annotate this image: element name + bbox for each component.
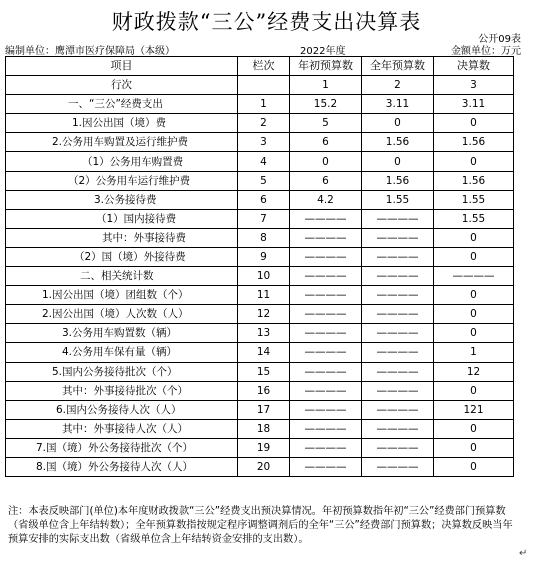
row-annual-budget: ————	[362, 247, 434, 266]
row-final-amount: 0	[434, 114, 514, 133]
row-initial-budget: 0	[290, 152, 362, 171]
table-row	[6, 457, 514, 476]
table-row	[6, 343, 514, 362]
row-initial-budget: ————	[290, 438, 362, 457]
org-name: 鹰潭市医疗保障局（本级）	[55, 46, 175, 57]
row-final-amount: 0	[434, 247, 514, 266]
row-item: 7.国（境）外公务接待批次（个）	[6, 438, 238, 457]
row-annual-budget: ————	[362, 267, 434, 286]
paragraph-mark: ↵	[519, 548, 528, 559]
row-initial-budget: ————	[290, 324, 362, 343]
table-row	[6, 133, 514, 152]
row-initial-budget: ————	[290, 247, 362, 266]
row-annual-budget: ————	[362, 209, 434, 228]
row-final-amount: 0	[434, 152, 514, 171]
column-header: 栏次	[238, 57, 290, 76]
row-line: 18	[238, 419, 290, 438]
table-title: 财政拨款“三公”经费支出决算表	[111, 10, 422, 34]
row-line: 16	[238, 381, 290, 400]
row-final-amount: ————	[434, 267, 514, 286]
row-final-amount: 0	[434, 286, 514, 305]
table-row	[6, 381, 514, 400]
line-cell: 3	[434, 76, 514, 95]
row-line: 12	[238, 305, 290, 324]
row-item: 1.因公出国（境）费	[6, 114, 238, 133]
row-initial-budget: 5	[290, 114, 362, 133]
row-initial-budget: 6	[290, 171, 362, 190]
line-label: 行次	[6, 76, 238, 95]
row-line: 13	[238, 324, 290, 343]
row-initial-budget: ————	[290, 286, 362, 305]
row-item: 1.因公出国（境）团组数（个）	[6, 286, 238, 305]
row-line: 6	[238, 190, 290, 209]
table-row	[6, 419, 514, 438]
row-item: 5.国内公务接待批次（个）	[6, 362, 238, 381]
row-annual-budget: ————	[362, 400, 434, 419]
row-item: 其中：外事接待人次（人）	[6, 419, 238, 438]
table-row	[6, 362, 514, 381]
table-row	[6, 400, 514, 419]
row-final-amount: 121	[434, 400, 514, 419]
row-final-amount: 0	[434, 305, 514, 324]
row-line: 5	[238, 171, 290, 190]
row-initial-budget: ————	[290, 381, 362, 400]
row-final-amount: 1.56	[434, 171, 514, 190]
table-row	[6, 286, 514, 305]
row-annual-budget: 0	[362, 152, 434, 171]
row-item: 2.因公出国（境）人次数（人）	[6, 305, 238, 324]
row-annual-budget: ————	[362, 228, 434, 247]
row-final-amount: 1	[434, 343, 514, 362]
row-initial-budget: ————	[290, 209, 362, 228]
table-row	[6, 209, 514, 228]
row-item: 2.公务用车购置及运行维护费	[6, 133, 238, 152]
row-item: 6.国内公务接待人次（人）	[6, 400, 238, 419]
row-item: 3.公务用车购置数（辆）	[6, 324, 238, 343]
row-initial-budget: ————	[290, 400, 362, 419]
row-line: 3	[238, 133, 290, 152]
row-final-amount: 0	[434, 438, 514, 457]
expenditure-table	[5, 56, 514, 477]
organization	[5, 42, 175, 57]
line-cell: 2	[362, 76, 434, 95]
row-initial-budget: ————	[290, 228, 362, 247]
row-annual-budget: ————	[362, 381, 434, 400]
row-line: 9	[238, 247, 290, 266]
row-line: 17	[238, 400, 290, 419]
row-line: 8	[238, 228, 290, 247]
table-row	[6, 228, 514, 247]
row-line: 20	[238, 457, 290, 476]
row-annual-budget: 1.55	[362, 190, 434, 209]
row-initial-budget: ————	[290, 419, 362, 438]
row-annual-budget: ————	[362, 324, 434, 343]
row-item: 其中：外事接待批次（个）	[6, 381, 238, 400]
table-row	[6, 305, 514, 324]
column-header: 决算数	[434, 57, 514, 76]
table-row	[6, 267, 514, 286]
row-item: （1）公务用车购置费	[6, 152, 238, 171]
row-item: （2）国（境）外接待费	[6, 247, 238, 266]
row-line: 10	[238, 267, 290, 286]
row-final-amount: 1.56	[434, 133, 514, 152]
table-row	[6, 324, 514, 343]
row-final-amount: 3.11	[434, 95, 514, 114]
table-note: 注：本表反映部门(单位)本年度财政拨款“三公”经费支出预决算情况。年初预算数指年初“三公”经费部门预算数（省级单位含上年结转数）；全年预算数指按规定程序调整调剂后的全年“三公”经费部门预算数；决算数反映当年预算安排的实际支出数（省级单位含上年结转资金安排的支出数）。	[8, 506, 513, 545]
row-final-amount: 1.55	[434, 190, 514, 209]
row-line: 2	[238, 114, 290, 133]
table-row	[6, 171, 514, 190]
row-annual-budget: 0	[362, 114, 434, 133]
column-header: 项目	[6, 57, 238, 76]
row-line: 15	[238, 362, 290, 381]
line-cell	[238, 76, 290, 95]
row-annual-budget: ————	[362, 419, 434, 438]
fiscal-year: 2022年度	[300, 46, 346, 57]
row-line: 19	[238, 438, 290, 457]
row-final-amount: 0	[434, 457, 514, 476]
row-initial-budget: ————	[290, 362, 362, 381]
row-item: 二、相关统计数	[6, 267, 238, 286]
row-item: 一、“三公”经费支出	[6, 95, 238, 114]
row-final-amount: 0	[434, 419, 514, 438]
row-final-amount: 0	[434, 228, 514, 247]
row-annual-budget: ————	[362, 457, 434, 476]
line-number-row	[6, 76, 514, 95]
row-final-amount: 0	[434, 324, 514, 343]
org-label: 编制单位：	[5, 46, 55, 57]
row-line: 4	[238, 152, 290, 171]
table-row	[6, 114, 514, 133]
row-item: 3.公务接待费	[6, 190, 238, 209]
column-header-row	[6, 57, 514, 76]
row-item: （1）国内接待费	[6, 209, 238, 228]
row-final-amount: 12	[434, 362, 514, 381]
column-header: 全年预算数	[362, 57, 434, 76]
amount-unit: 金额单位：万元	[451, 46, 521, 57]
row-initial-budget: 4.2	[290, 190, 362, 209]
row-initial-budget: 6	[290, 133, 362, 152]
table-row	[6, 152, 514, 171]
row-item: 其中：外事接待费	[6, 228, 238, 247]
row-final-amount: 0	[434, 381, 514, 400]
row-initial-budget: ————	[290, 305, 362, 324]
row-item: 4.公务用车保有量（辆）	[6, 343, 238, 362]
row-final-amount: 1.55	[434, 209, 514, 228]
column-header: 年初预算数	[290, 57, 362, 76]
row-annual-budget: ————	[362, 438, 434, 457]
row-line: 11	[238, 286, 290, 305]
row-item: 8.国（境）外公务接待人次（人）	[6, 457, 238, 476]
row-annual-budget: 1.56	[362, 133, 434, 152]
table-row	[6, 95, 514, 114]
row-annual-budget: 3.11	[362, 95, 434, 114]
row-item: （2）公务用车运行维护费	[6, 171, 238, 190]
table-row	[6, 438, 514, 457]
row-annual-budget: 1.56	[362, 171, 434, 190]
form-number: 公开09表	[478, 34, 521, 45]
row-line: 1	[238, 95, 290, 114]
row-line: 14	[238, 343, 290, 362]
table-row	[6, 190, 514, 209]
table-row	[6, 247, 514, 266]
row-annual-budget: ————	[362, 286, 434, 305]
row-initial-budget: ————	[290, 343, 362, 362]
row-annual-budget: ————	[362, 362, 434, 381]
row-annual-budget: ————	[362, 305, 434, 324]
row-initial-budget: 15.2	[290, 95, 362, 114]
row-initial-budget: ————	[290, 267, 362, 286]
line-cell: 1	[290, 76, 362, 95]
row-annual-budget: ————	[362, 343, 434, 362]
row-line: 7	[238, 209, 290, 228]
row-initial-budget: ————	[290, 457, 362, 476]
